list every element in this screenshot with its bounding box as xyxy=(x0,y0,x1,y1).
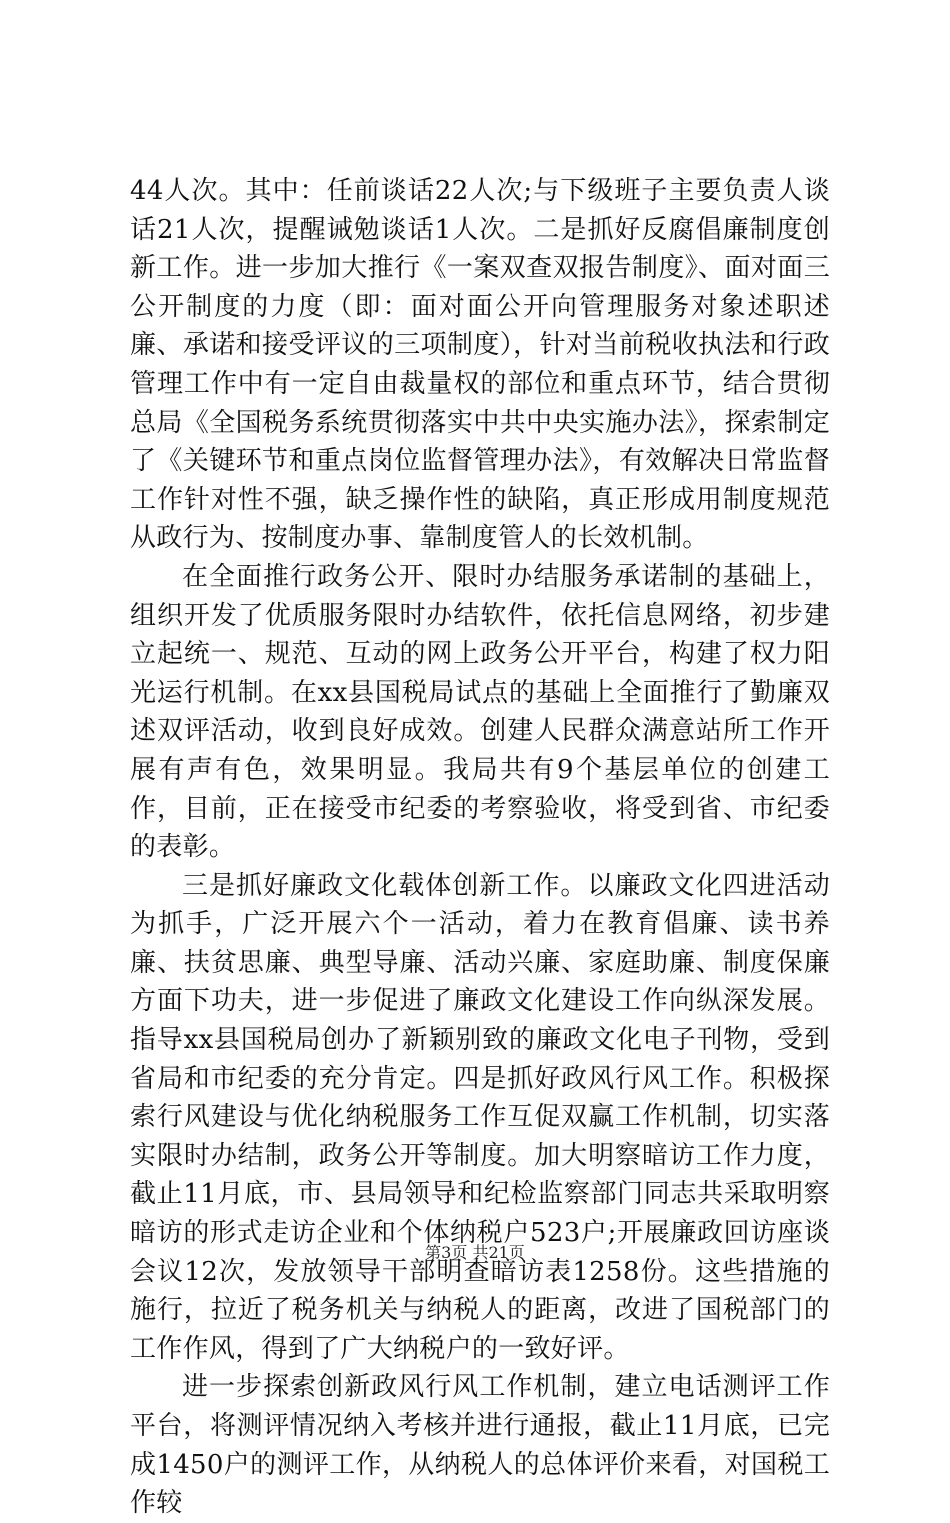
paragraph-1: 44人次。其中：任前谈话22人次;与下级班子主要负责人谈话21人次，提醒诫勉谈话1人次。二是抓好反腐倡廉制度创新工作。进一步加大推行《一案双查双报告制度》、面对面三公开制度的力度（即：面对面公开向管理服务对象述职述廉、承诺和接受评议的三项制度），针对当前税收执法和行政管理工作中有一定自由裁量权的部位和重点环节，结合贯彻总局《全国税务系统贯彻落实中共中央实施办法》，探索制定了《关键环节和重点岗位监督管理办法》，有效解决日常监督工作针对性不强，缺乏操作性的缺陷，真正形成用制度规范从政行为、按制度办事、靠制度管人的长效机制。 xyxy=(130,176,830,554)
page-number-label: 第3页 共21页 xyxy=(425,1243,525,1262)
document-body xyxy=(130,172,830,1523)
paragraph-2: 在全面推行政务公开、限时办结服务承诺制的基础上，组织开发了优质服务限时办结软件，依托信息网络，初步建立起统一、规范、互动的网上政务公开平台，构建了权力阳光运行机制。在xx县国税局试点的基础上全面推行了勤廉双述双评活动，收到良好成效。创建人民群众满意站所工作开展有声有色，效果明显。我局共有9个基层单位的创建工作，目前，正在接受市纪委的考察验收，将受到省、市纪委的表彰。 xyxy=(130,561,830,863)
paragraph-3: 三是抓好廉政文化载体创新工作。以廉政文化四进活动为抓手，广泛开展六个一活动，着力在教育倡廉、读书养廉、扶贫思廉、典型导廉、活动兴廉、家庭助廉、制度保廉方面下功夫，进一步促进了廉政文化建设工作向纵深发展。指导xx县国税局创办了新颖别致的廉政文化电子刊物，受到省局和市纪委的充分肯定。四是抓好政风行风工作。积极探索行风建设与优化纳税服务工作互促双赢工作机制，切实落实限时办结制，政务公开等制度。加大明察暗访工作力度，截止11月底，市、县局领导和纪检监察部门同志共采取明察暗访的形式走访企业和个体纳税户523户;开展廉政回访座谈会议12次，发放领导干部明查暗访表1258份。这些措施的施行，拉近了税务机关与纳税人的距离，改进了国税部门的工作作风，得到了广大纳税户的一致好评。 xyxy=(130,870,830,1364)
paragraph-4: 进一步探索创新政风行风工作机制，建立电话测评工作平台，将测评情况纳入考核并进行通报，截止11月底，已完成1450户的测评工作，从纳税人的总体评价来看，对国税工作较 xyxy=(130,1372,830,1519)
page-footer xyxy=(0,1243,950,1263)
